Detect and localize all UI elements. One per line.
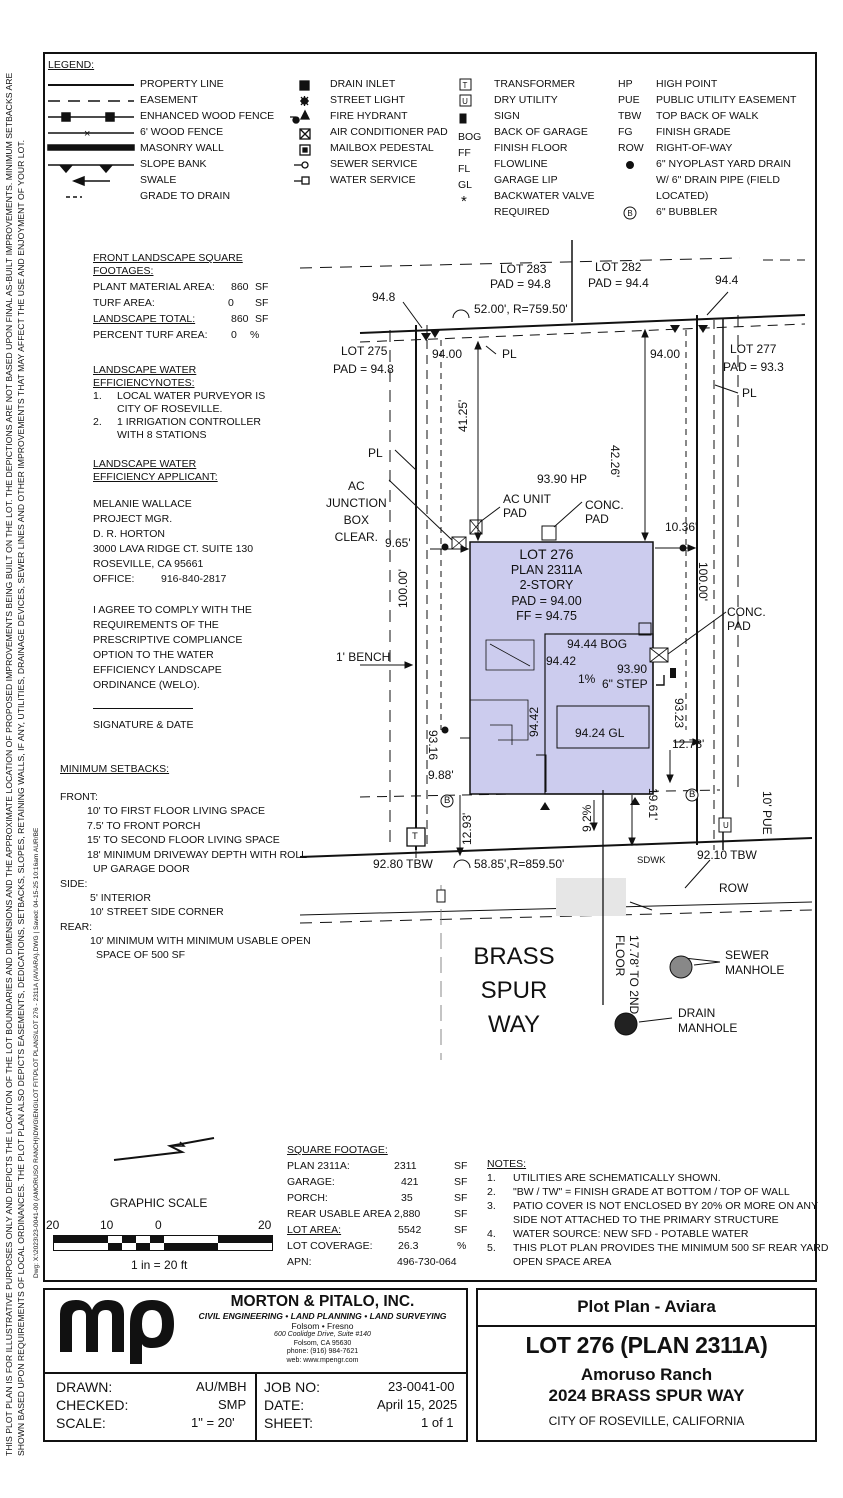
job-value: 23-0041-00 [388, 1379, 455, 1394]
notes-title: NOTES: [487, 1158, 527, 1170]
note-num: 2. [487, 1186, 496, 1198]
company-services: CIVIL ENGINEERING • LAND PLANNING • LAND SURVEYING [198, 1311, 447, 1321]
sewer-line: SEWER [725, 948, 770, 962]
date-label: DATE: [264, 1397, 305, 1413]
sidewalk-label: SDWK [637, 855, 666, 866]
pct-val: 0 [231, 329, 237, 341]
conc-pad-label-right [727, 605, 766, 633]
driveway-apron [556, 878, 626, 916]
project-name: Amoruso Ranch [580, 1365, 713, 1384]
bubbler-right-label: B [689, 789, 696, 800]
drain-line: MANHOLE [678, 1021, 738, 1035]
note-text: OPEN SPACE AREA [513, 1256, 612, 1268]
dim-1961: 19.61' [646, 788, 660, 821]
note-text: SIDE NOT ATTACHED TO THE PRIMARY STRUCTURE [513, 1214, 779, 1226]
legend-item: SWALE [140, 174, 177, 186]
pct-unit: % [250, 329, 260, 341]
applicant-line: PROJECT MGR. [93, 513, 173, 525]
setback-heading: FRONT: [60, 791, 98, 803]
legend-item: FLOWLINE [494, 158, 548, 170]
drawn-value: AU/MBH [196, 1379, 247, 1394]
sqft-label: LOT COVERAGE: [287, 1240, 373, 1252]
plant-val: 860 [231, 281, 249, 293]
notes-title-2: EFFICIENCYNOTES: [93, 377, 195, 389]
disclaimer-line-1: THIS PLOT PLAN IS FOR ILLUSTRATIVE PURPOSES ONLY AND DEPICTS THE LOCATION OF THE LOT BOUNDARIES AND DIMENSIONS AND THE APPROXIMATE LOCATION OF PROPOSED IMPROVEMENTS BEING BUILT ON THE LOT. THE DEPICTIONS ARE NOT BASED UPON FINAL AS-BUILT IMPROVEMENTS. MINIMUM SETBACKS ARE [4, 72, 14, 1456]
sqft-val: 496-730-064 [397, 1256, 457, 1268]
backwater-valve-icon: * [461, 193, 467, 210]
dim-1036: 10.36' [665, 520, 698, 534]
ac-unit-line-1: AC UNIT [503, 492, 551, 506]
sqft-val: 35 [401, 1192, 413, 1204]
sqft-unit: SF [454, 1160, 468, 1172]
sewer-manhole-label [725, 948, 784, 978]
setbacks-block [60, 763, 311, 964]
setback-heading: REAR: [60, 920, 93, 933]
sqft-label: REAR USABLE AREA [287, 1208, 392, 1220]
legend-col1 [140, 78, 274, 206]
setback-line: 5' INTERIOR [90, 891, 151, 904]
legend-item: SEWER SERVICE [330, 158, 418, 170]
office-label: OFFICE: [93, 573, 135, 585]
legend-item: GRADE TO DRAIN [140, 190, 231, 202]
signature-rule [93, 708, 193, 709]
note-row [487, 1214, 779, 1228]
scale-value: 1" = 20' [191, 1415, 235, 1430]
drain-manhole-icon [615, 1013, 637, 1035]
turf-label: TURF AREA: [93, 297, 155, 309]
note-text: PATIO COVER IS NOT ENCLOSED BY 20% OR MORE ON ANY [513, 1200, 818, 1212]
applicant-title: LANDSCAPE WATER [93, 458, 197, 470]
setback-line: 10' STREET SIDE CORNER [90, 906, 224, 918]
lot-number: LOT 276 [519, 546, 574, 562]
project-divider [476, 1325, 817, 1327]
conc-line-1: CONC. [727, 605, 766, 619]
note-num: 1. [93, 390, 102, 402]
legend-item: RIGHT-OF-WAY [656, 142, 733, 154]
transformer-symbol: T [412, 831, 418, 842]
conc-line-1: CONC. [585, 498, 624, 512]
dim-4125: 41.25' [456, 399, 470, 432]
applicant-line: MELANIE WALLACE [93, 498, 192, 510]
notes-title: LANDSCAPE WATER [93, 364, 197, 376]
ac-junction-label [326, 478, 387, 546]
drain-manhole-label [678, 1006, 737, 1036]
elev-9400-left: 94.00 [432, 347, 463, 361]
sqft-val: 26.3 [398, 1240, 419, 1252]
elev-9323: 93.23 [672, 698, 686, 729]
sqft-label: APN: [287, 1256, 312, 1268]
legend-col3 [458, 78, 498, 211]
legend-item: ENHANCED WOOD FENCE [140, 110, 275, 122]
turf-val: 0 [228, 297, 234, 309]
legend-item: STREET LIGHT [330, 94, 406, 106]
note-num: 3. [487, 1200, 496, 1212]
legend-item: W/ 6" DRAIN PIPE (FIELD [656, 174, 780, 186]
sqft-row [287, 1192, 477, 1208]
setback-line: 10' TO FIRST FLOOR LIVING SPACE [87, 805, 266, 817]
legend-col3-labels [494, 78, 595, 222]
date-value: April 15, 2025 [377, 1397, 458, 1412]
note-text: "BW / TW" = FINISH GRADE AT BOTTOM / TOP OF WALL [513, 1186, 790, 1198]
agreement-block [93, 604, 252, 694]
turf-unit: SF [255, 297, 269, 309]
mp-logo-icon [58, 1294, 178, 1364]
setback-line: 18' MINIMUM DRIVEWAY DEPTH WITH ROLL [87, 848, 307, 861]
legend-item: SIGN [494, 110, 520, 122]
setbacks-title: MINIMUM SETBACKS: [60, 763, 170, 775]
scale-tick-0: 0 [155, 1218, 162, 1232]
landscape-block [93, 252, 269, 345]
legend-sym: HP [618, 78, 633, 90]
sqft-row [287, 1240, 477, 1256]
ac-jb-line: JUNCTION [326, 496, 387, 510]
checked-value: SMP [218, 1397, 247, 1412]
sqft-row [287, 1256, 477, 1272]
slope-pct: 1% [578, 672, 596, 686]
legend-item: FIRE HYDRANT [330, 110, 408, 122]
street-name [458, 940, 570, 1042]
sqft-unit: SF [454, 1224, 468, 1236]
note-text: WITH 8 STATIONS [117, 429, 207, 441]
sqft-unit: % [457, 1240, 467, 1252]
ac-jb-line: CLEAR. [334, 530, 379, 544]
legend-item: BACK OF GARAGE [494, 126, 588, 138]
legend-item: MAILBOX PEDESTAL [330, 142, 434, 154]
legend-item: SLOPE BANK [140, 158, 207, 170]
row-label: ROW [719, 881, 749, 895]
note-row [487, 1172, 721, 1186]
legend-item: PUBLIC UTILITY EASEMENT [656, 94, 797, 106]
legend-col2 [330, 78, 448, 190]
graphic-scale-title: GRAPHIC SCALE [110, 1196, 208, 1210]
lot282-label: LOT 282 [595, 260, 642, 274]
legend-sym: FF [458, 147, 471, 159]
pad277-label: PAD = 93.3 [723, 360, 784, 374]
sqft-title: SQUARE FOOTAGE: [287, 1144, 388, 1156]
note-text: THIS PLOT PLAN PROVIDES THE MINIMUM 500 SF REAR YARD [513, 1242, 829, 1254]
total-val: 860 [231, 313, 249, 325]
sewer-manhole-icon [670, 956, 692, 978]
finish-floor: FF = 94.75 [516, 609, 577, 623]
efficiency-notes [93, 364, 266, 442]
agree-line: REQUIREMENTS OF THE [93, 619, 219, 631]
legend-item: GARAGE LIP [494, 174, 558, 186]
ac-unit-line-2: PAD [503, 506, 527, 520]
note-text: CITY OF ROSEVILLE. [117, 403, 223, 415]
note-row [487, 1256, 612, 1270]
lot-plan-title: LOT 276 (PLAN 2311A) [525, 1332, 768, 1358]
plant-unit: SF [255, 281, 269, 293]
note-row [487, 1200, 818, 1214]
legend-item: TRANSFORMER [494, 78, 576, 90]
legend-sym-t: T [462, 81, 468, 90]
sqft-val: 421 [401, 1176, 419, 1188]
ac-jb-line: AC [348, 479, 365, 493]
pl-label-right: PL [742, 386, 757, 400]
sheet-label: SHEET: [264, 1415, 314, 1431]
lot277-label: LOT 277 [730, 342, 777, 356]
plot-plan-title: Plot Plan - Aviara [577, 1297, 716, 1316]
legend-item: REQUIRED [494, 206, 550, 218]
applicant-line: 3000 LAVA RIDGE CT. SUITE 130 [93, 543, 254, 555]
legend-item: 6" NYOPLAST YARD DRAIN [656, 158, 792, 170]
legend-item: FINISH FLOOR [494, 142, 568, 154]
office-phone: 916-840-2817 [161, 573, 227, 585]
dim-1293: 12.93' [460, 812, 474, 845]
company-web: web: www.mpengr.com [286, 1356, 359, 1364]
pl-label-left: PL [368, 446, 383, 460]
legend-col4-labels [656, 78, 796, 222]
legend-item: PROPERTY LINE [140, 78, 224, 90]
setback-line: 15' TO SECOND FLOOR LIVING SPACE [87, 834, 280, 846]
scale-caption: 1 in = 20 ft [131, 1258, 188, 1272]
dim-10000-right: 100.00' [696, 562, 710, 601]
agree-line: ORDINANCE (WELO). [93, 679, 200, 691]
legend-sym: TBW [618, 110, 642, 122]
sqft-unit: SF [454, 1176, 468, 1188]
dim-10000-left: 100.00' [396, 569, 410, 608]
scale-tick-20b: 20 [258, 1218, 272, 1232]
note-num: 5. [487, 1242, 496, 1254]
job-label: JOB NO: [264, 1379, 321, 1395]
note-text: LOCAL WATER PURVEYOR IS [117, 390, 266, 402]
sqft-val: 5542 [398, 1224, 422, 1236]
ac-unit-pad-label [503, 492, 551, 520]
notes-list [487, 1172, 829, 1270]
svg-text:×: × [84, 128, 91, 140]
company-address-2: Folsom, CA 95630 [293, 1339, 352, 1347]
legend-sym: PUE [618, 94, 640, 106]
drain-line: DRAIN [678, 1006, 716, 1020]
agree-line: PRESCRIPTIVE COMPLIANCE [93, 634, 243, 646]
sqft-label: GARAGE: [287, 1176, 335, 1188]
tbw-left: 92.80 TBW [373, 857, 433, 871]
legend-col4-syms [618, 78, 644, 158]
lot283-label: LOT 283 [500, 262, 547, 276]
setback-line: 7.5' TO FRONT PORCH [87, 819, 201, 832]
company-address-1: 600 Coolidge Drive, Suite #140 [274, 1331, 371, 1338]
sqft-row [287, 1176, 477, 1192]
setback-line: 10' MINIMUM WITH MINIMUM USABLE OPEN [90, 934, 311, 947]
landscape-title-2: FOOTAGES: [93, 265, 154, 277]
elev-9442-b: 94.42 [527, 706, 541, 737]
sqft-unit: SF [454, 1192, 468, 1204]
second-floor-text: 17.78' TO 2ND FLOOR [613, 935, 641, 1015]
sqft-row [287, 1208, 477, 1224]
front-arc-label: 58.85',R=859.50' [474, 857, 565, 871]
note-num: 4. [487, 1228, 496, 1240]
elev-9442-a: 94.42 [546, 654, 577, 668]
agree-line: OPTION TO THE WATER [93, 649, 214, 661]
conc-line-2: PAD [727, 619, 751, 633]
note-text: UTILITIES ARE SCHEMATICALLY SHOWN. [513, 1172, 721, 1184]
sqft-table [287, 1160, 477, 1272]
driveway-slope: 9.2% [580, 804, 594, 832]
legend-sym: GL [458, 179, 473, 191]
bench-label: 1' BENCH [336, 650, 391, 664]
checked-label: CHECKED: [56, 1397, 129, 1413]
legend-item: 6" BUBBLER [656, 206, 718, 218]
scale-tick-20a: 20 [46, 1218, 60, 1232]
sqft-unit: SF [454, 1208, 468, 1220]
elev-9316: 93.16 [426, 730, 440, 761]
legend-item: HIGH POINT [656, 78, 718, 90]
elev-948: 94.8 [372, 290, 396, 304]
note-row [487, 1186, 790, 1200]
street-word: BRASS [473, 943, 555, 970]
lot275-label: LOT 275 [341, 344, 388, 358]
note-row [487, 1242, 829, 1256]
company-cities: Folsom • Fresno [291, 1321, 354, 1331]
legend-item: DRAIN INLET [330, 78, 396, 90]
scale-bar [53, 1235, 275, 1253]
rear-arc-label: 52.00', R=759.50' [474, 302, 568, 316]
legend-sym-u: U [462, 97, 468, 106]
bog-label: 94.44 BOG [567, 637, 628, 651]
company-name: MORTON & PITALO, INC. [230, 1293, 415, 1310]
legend-item: 6' WOOD FENCE [140, 126, 224, 138]
conc-line-2: PAD [585, 512, 609, 526]
elev-9390: 93.90 [617, 662, 648, 676]
ac-jb-line: BOX [343, 513, 369, 527]
company-info [180, 1293, 465, 1365]
second-floor-dim [613, 935, 641, 1015]
dim-965: 9.65' [385, 536, 411, 550]
dry-utility-symbol: U [723, 821, 729, 830]
drawing-path-note: Dwg: X:\2023\23-0041-00 (AMORUSO RANCH)\DWG\ENG\LOT FIT\PLOT PLANS\LOT 276 - 2311A (AVIARA).DWG | Saved: 04-15-25 10:16am AUR/BE [33, 827, 40, 1278]
elev-944: 94.4 [715, 273, 739, 287]
legend-item: BACKWATER VALVE [494, 190, 595, 202]
legend-item: MASONRY WALL [140, 142, 224, 154]
pl-label-top: PL [502, 347, 517, 361]
pad282-label: PAD = 94.4 [588, 276, 649, 290]
applicant-line: ROSEVILLE, CA 95661 [93, 558, 204, 570]
conc-pad-label-top [585, 498, 624, 526]
building-label [470, 547, 623, 625]
north-arrow-icon [112, 1132, 216, 1164]
dim-988: 9.88' [428, 768, 454, 782]
legend-item: EASEMENT [140, 94, 198, 106]
dim-4226: 42.26' [608, 445, 622, 478]
note-num: 2. [93, 416, 102, 428]
legend-sym-b: B [627, 209, 633, 218]
project-address: 2024 BRASS SPUR WAY [548, 1386, 745, 1405]
sewer-line: MANHOLE [725, 963, 785, 977]
plan-name: PLAN 2311A [510, 562, 583, 577]
setback-heading: SIDE: [60, 877, 88, 890]
legend-title: LEGEND: [48, 59, 95, 71]
elev-9400-right: 94.00 [650, 347, 681, 361]
agree-line: EFFICIENCY LANDSCAPE [93, 664, 222, 676]
sqft-row [287, 1224, 477, 1240]
total-label: LANDSCAPE TOTAL: [93, 313, 196, 325]
pad275-label: PAD = 94.8 [333, 362, 394, 376]
step-label: 6" STEP [602, 677, 648, 691]
pad-elevation: PAD = 94.00 [511, 593, 582, 608]
scale-tick-10: 10 [100, 1218, 114, 1232]
setback-line: UP GARAGE DOOR [93, 863, 190, 875]
sqft-label: PORCH: [287, 1192, 328, 1204]
disclaimer-line-2: SHOWN BASED UPON REQUIREMENTS OF LOCAL ORDINANCES. THE PLOT PLAN ALSO DEPICTS EASEMENTS, DEDICATIONS, SETBACKS, SLOPES, RETAINING WALLS, IF ANY, UTILITIES, DRAINAGE DEVICES, SEWER LINES AND OTHER IMPROVEMENTS THAT MAY AFFECT THE USE AND ENJOYMENT OF YOUR LOT. [16, 139, 26, 1456]
note-num: 1. [487, 1172, 496, 1184]
scale-label: SCALE: [56, 1415, 106, 1431]
note-row [487, 1228, 749, 1242]
note-text: 1 IRRIGATION CONTROLLER [117, 416, 261, 428]
pue-label: 10' PUE [760, 791, 774, 835]
sqft-label: LOT AREA: [287, 1224, 342, 1236]
tbw-right: 92.10 TBW [697, 848, 757, 862]
garage-lip-label: 94.24 GL [575, 726, 625, 740]
applicant-line: D. R. HORTON [93, 528, 165, 540]
company-divider-v [255, 1372, 257, 1442]
applicant-title-2: EFFICIENCY APPLICANT: [93, 471, 218, 483]
story-count: 2-STORY [519, 578, 574, 592]
legend-sym: ROW [618, 142, 644, 154]
total-unit: SF [255, 313, 269, 325]
legend-item: FINISH GRADE [656, 126, 731, 138]
legend-item: WATER SERVICE [330, 174, 416, 186]
bubbler-left-label: B [444, 795, 451, 806]
high-point-label: 93.90 HP [537, 472, 588, 486]
legend-sym: BOG [458, 131, 482, 143]
pad283-label: PAD = 94.8 [490, 277, 551, 291]
legend-item: AIR CONDITIONER PAD [330, 126, 448, 138]
landscape-title: FRONT LANDSCAPE SQUARE [93, 252, 243, 264]
project-city: CITY OF ROSEVILLE, CALIFORNIA [548, 1414, 745, 1428]
sqft-label: PLAN 2311A: [287, 1160, 350, 1172]
legend-sym: FL [458, 163, 471, 175]
street-word: WAY [488, 1011, 540, 1038]
sqft-val: 2,880 [394, 1208, 421, 1220]
legend-sym: FG [618, 126, 633, 138]
legend-item: TOP BACK OF WALK [656, 110, 759, 122]
dim-1278: 12.78' [672, 737, 705, 751]
company-phone: phone: (916) 984-7621 [286, 1348, 359, 1355]
legend-item: LOCATED) [656, 190, 709, 202]
setback-line: SPACE OF 500 SF [96, 949, 186, 961]
applicant-block [93, 458, 253, 588]
plant-label: PLANT MATERIAL AREA: [93, 281, 215, 293]
sqft-row [287, 1160, 477, 1176]
signature-label: SIGNATURE & DATE [93, 719, 194, 731]
agree-line: I AGREE TO COMPLY WITH THE [93, 604, 252, 616]
sheet-value: 1 of 1 [421, 1415, 454, 1430]
note-text: WATER SOURCE: NEW SFD - POTABLE WATER [513, 1228, 749, 1240]
drawn-label: DRAWN: [56, 1379, 113, 1395]
street-word: SPUR [480, 977, 548, 1004]
sqft-val: 2311 [394, 1160, 417, 1172]
legend-item: DRY UTILITY [494, 94, 558, 106]
pct-label: PERCENT TURF AREA: [93, 329, 208, 341]
